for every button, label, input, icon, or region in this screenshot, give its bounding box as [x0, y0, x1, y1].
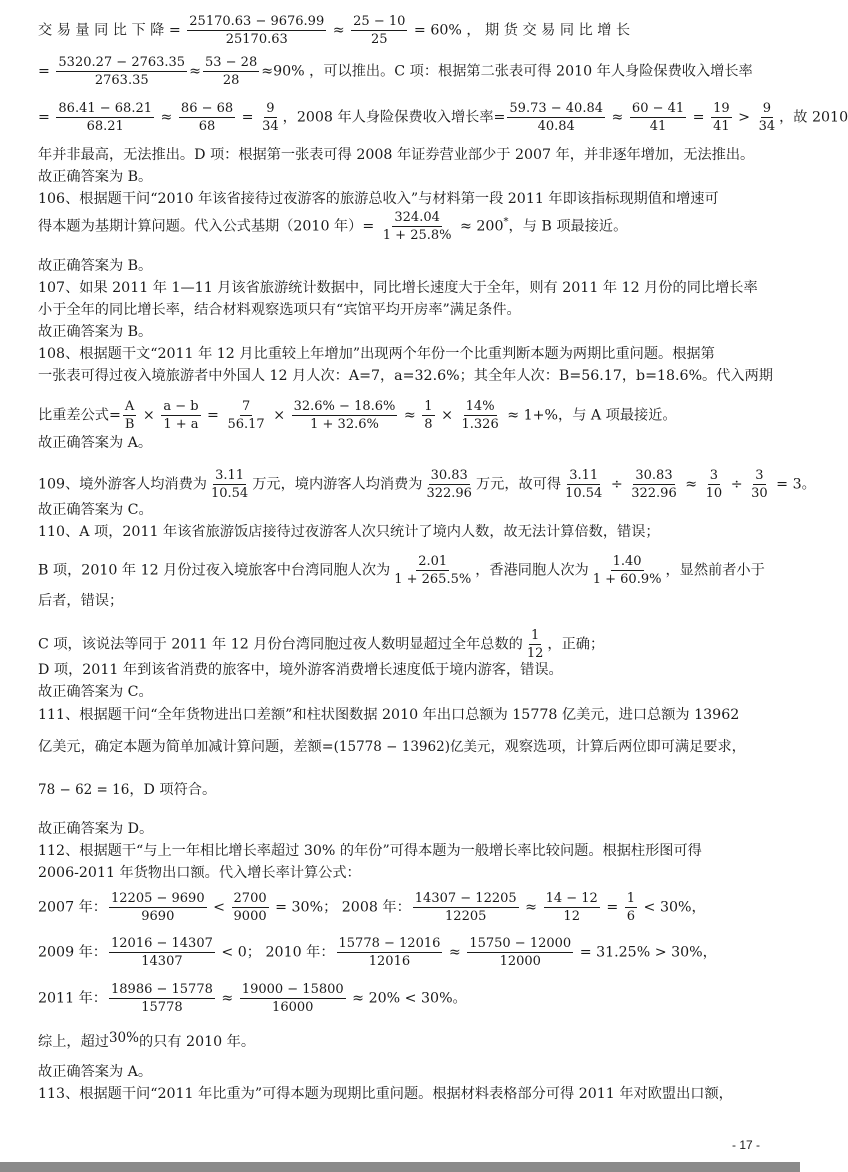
numerator: 12016 − 14307 [111, 936, 213, 951]
denominator: 2763.35 [94, 73, 149, 88]
fraction [232, 891, 269, 924]
fraction [629, 468, 679, 501]
numerator: 19000 − 15800 [241, 982, 344, 997]
text-line: 107、如果 2011 年 1—11 月该省旅游统计数据中，同比增长速度大于全年，则有 2011 年 12 月份的同比增长率 [38, 280, 758, 296]
text: 万元，故可得 [475, 476, 562, 493]
text-line [38, 554, 772, 587]
fraction [563, 468, 604, 501]
numerator: 19 [713, 101, 730, 116]
denominator: 15778 [141, 1000, 183, 1015]
numerator: 1 [424, 399, 433, 414]
text-line: 故正确答案为 B。 [38, 324, 153, 340]
denominator: 34 [262, 119, 279, 134]
numerator: 15750 − 12000 [469, 936, 572, 951]
numerator: 9 [762, 101, 771, 116]
denominator: 56.17 [227, 417, 265, 432]
text: ≈ [328, 22, 350, 39]
numerator: 14307 − 12205 [414, 891, 517, 906]
fraction [630, 101, 686, 134]
text: ，正确； [547, 636, 605, 653]
numerator: 60 − 41 [631, 101, 685, 116]
denominator: 25170.63 [225, 32, 288, 47]
denominator: 40.84 [537, 119, 575, 134]
text-line [38, 468, 816, 501]
fraction [711, 101, 732, 134]
denominator: 1 + 25.8% [382, 228, 452, 243]
text: ，观察选项，计算后两位即可满足要求， [490, 739, 746, 755]
text: ≈ [399, 407, 421, 424]
denominator: 10.54 [565, 486, 603, 501]
text: = [38, 109, 55, 126]
text: ，显然前者小于 [665, 562, 765, 579]
text-line: 111、根据题干问“全年货物进出口差额”和柱状图数据 2010 年出口总额为 15778 亿美元，进口总额为 13962 [38, 707, 740, 723]
text: = [38, 63, 55, 80]
fraction [161, 399, 200, 432]
text: ÷ [726, 476, 748, 493]
fraction [187, 14, 326, 47]
numerator: 14% [465, 399, 495, 414]
fraction [225, 399, 266, 432]
denominator: 28 [222, 73, 240, 88]
text: 2007 年： [38, 899, 107, 916]
denominator: 322.96 [426, 486, 472, 501]
page-bottom-border [0, 1162, 800, 1172]
fraction [591, 554, 664, 587]
text: = [601, 899, 623, 916]
text-line: 108、根据题干文“2011 年 12 月比重较上年增加”出现两个年份一个比重判断本题为两期比重问题。根据第 [38, 346, 715, 362]
text: 综上，超过 [38, 1034, 109, 1050]
text-line [38, 55, 772, 88]
numerator: 18986 − 15778 [111, 982, 213, 997]
text: ≈ [189, 63, 201, 80]
numerator: 86.41 − 68.21 [58, 101, 152, 116]
formula: (15778 − 13962)亿美元 [333, 739, 491, 755]
fraction [392, 554, 473, 587]
text-line: 一张表可得过夜入境旅游者中外国人 12 月人次：A=7，a=32.6%；其全年人次：B=56.17，b=18.6%。代入两期 [38, 368, 773, 384]
numerator: 86 − 68 [180, 101, 234, 116]
fraction [757, 101, 778, 134]
denominator: 322.96 [631, 486, 677, 501]
text-line: 故正确答案为 A。 [38, 1064, 153, 1080]
text: ≈ 20% < 30%。 [347, 990, 467, 1007]
fraction [525, 628, 546, 661]
denominator: 16000 [272, 1000, 314, 1015]
denominator: 1 + a [163, 417, 199, 432]
text: = [202, 407, 224, 424]
text: ，故 2010 [779, 109, 848, 126]
numerator: 3.11 [569, 468, 599, 483]
text: < 30%， [639, 899, 706, 916]
text-line [38, 628, 772, 661]
denominator: 12205 [445, 909, 487, 924]
numerator: 59.73 − 40.84 [509, 101, 603, 116]
numerator: 3 [709, 468, 719, 483]
text: ，D 项符合。 [129, 782, 217, 798]
numerator: 3 [755, 468, 764, 483]
text-line [38, 736, 772, 758]
denominator: 6 [626, 909, 636, 924]
fraction [351, 14, 407, 47]
text-line: 故正确答案为 C。 [38, 502, 153, 518]
denominator: 68.21 [86, 119, 124, 134]
numerator: 324.04 [394, 210, 440, 225]
text: ≈ [444, 944, 466, 961]
numerator: 32.6% − 18.6% [293, 399, 396, 414]
text: B 项，2010 年 12 月份过夜入境旅客中台湾同胞人次为 [38, 562, 391, 579]
text-line: 故正确答案为 B。 [38, 169, 153, 185]
fraction [123, 399, 137, 432]
denominator: 9000 [233, 909, 267, 924]
numerator: 30.83 [635, 468, 673, 483]
fraction [424, 468, 474, 501]
denominator: 1.326 [461, 417, 499, 432]
fraction [109, 891, 207, 924]
numerator: 25170.63 − 9676.99 [189, 14, 325, 29]
denominator: 10.54 [210, 486, 249, 501]
text-line: 106、根据题干问“2010 年该省接待过夜游客的旅游总收入”与材料第一段 2011 年即该指标现期值和增速可 [38, 191, 719, 207]
denominator: 12000 [499, 954, 541, 969]
text: 得本题为基期计算问题。代入公式基期（2010 年）= [38, 218, 379, 235]
text-line [38, 982, 772, 1015]
text-line [38, 399, 772, 432]
text: ，香港同胞人次为 [475, 562, 589, 579]
denominator: 25 [371, 32, 388, 47]
fraction [625, 891, 637, 924]
text-line [38, 1027, 772, 1053]
denominator: 12 [563, 909, 580, 924]
fraction [507, 101, 605, 134]
text: 万元，境内游客人均消费为 [252, 476, 423, 493]
text: < [208, 899, 230, 916]
text: = [237, 109, 259, 126]
text: = 3。 [771, 476, 816, 493]
text: 2011 年： [38, 990, 107, 1007]
denominator: 12 [526, 646, 544, 661]
fraction [203, 55, 259, 88]
numerator: 12205 − 9690 [111, 891, 205, 906]
numerator: 3.11 [215, 468, 245, 483]
fraction [240, 982, 346, 1015]
numerator: 2.01 [418, 554, 448, 569]
text-line: 112、根据题干“与上一年相比增长率超过 30% 的年份”可得本题为一般增长率比较问题。根据柱形图可得 [38, 843, 702, 859]
fraction [381, 210, 454, 243]
denominator: 41 [713, 119, 730, 134]
numerator: 30.83 [430, 468, 468, 483]
fraction [179, 101, 235, 134]
fraction [460, 399, 501, 432]
text: ，与 A 项最接近。 [558, 407, 677, 424]
text: ≈ [607, 109, 628, 126]
fraction [749, 468, 770, 501]
text: 比重差公式= [38, 407, 121, 424]
fraction [56, 55, 187, 88]
denominator: 1 + 32.6% [310, 417, 379, 432]
denominator: 30 [751, 486, 768, 501]
text: 2008 年： [341, 899, 411, 916]
asterisk: * [503, 216, 509, 228]
numerator: 1.40 [612, 554, 642, 569]
fraction [422, 399, 434, 432]
denominator: B [124, 417, 135, 432]
text: > [733, 109, 755, 126]
text-line [38, 936, 772, 969]
text: C 项，该说法等同于 2011 年 12 月份台湾同胞过夜人数明显超过全年总数的 [38, 636, 523, 653]
numerator: A [124, 399, 135, 414]
text-line: 小于全年的同比增长率，结合材料观察选项只有“宾馆平均开房率”满足条件。 [38, 302, 521, 318]
numerator: a − b [163, 399, 199, 414]
denominator: 10 [705, 486, 723, 501]
fraction [209, 468, 250, 501]
text: ≈ 1+% [502, 407, 559, 424]
numerator: 53 − 28 [204, 55, 258, 70]
text-line: 113、根据题干问“2011 年比重为”可得本题为现期比重问题。根据材料表格部分可得 2011 年对欧盟出口额， [38, 1086, 733, 1102]
text: ，与 B 项最接近。 [508, 218, 628, 235]
text-line [38, 14, 772, 47]
denominator: 1 + 60.9% [592, 572, 662, 587]
numerator: 1 [626, 891, 636, 906]
numerator: 1 [530, 628, 540, 643]
text: ÷ [606, 476, 628, 493]
text-line: 故正确答案为 A。 [38, 435, 153, 451]
text-line: 故正确答案为 C。 [38, 684, 153, 700]
denominator: 34 [758, 119, 776, 134]
numerator: 14 − 12 [545, 891, 598, 906]
fraction [704, 468, 725, 501]
fraction [413, 891, 519, 924]
text-line: 故正确答案为 D。 [38, 821, 154, 837]
text: < 0； [216, 944, 261, 961]
text: ≈ [156, 109, 177, 126]
text: = 30%； [270, 899, 338, 916]
text: ，2008 年人身险保费收入增长率= [282, 109, 506, 126]
fraction [56, 101, 154, 134]
fraction [260, 101, 281, 134]
text-line [38, 101, 848, 134]
text: = 31.25% > 30%， [575, 944, 717, 961]
text-line [38, 779, 772, 801]
formula: 30% [108, 1030, 139, 1046]
fraction [467, 936, 573, 969]
denominator: 8 [424, 417, 433, 432]
text-line: 110、A 项，2011 年该省旅游饭店接待过夜游客人次只统计了境内人数，故无法计算倍数，错误； [38, 524, 660, 540]
text: 2010 年： [265, 944, 335, 961]
numerator: 9 [266, 101, 275, 116]
fraction [337, 936, 443, 969]
text-line: 故正确答案为 B。 [38, 258, 153, 274]
denominator: 12016 [368, 954, 411, 969]
denominator: 1 + 265.5% [394, 572, 472, 587]
fraction [292, 399, 398, 432]
text: 109、境外游客人均消费为 [38, 476, 207, 493]
formula: 78 − 62 = 16 [38, 782, 130, 798]
text: ≈ [520, 899, 542, 916]
text: × [436, 407, 458, 424]
fraction [544, 891, 600, 924]
text: ≈ [216, 990, 238, 1007]
text: 的只有 2010 年。 [138, 1034, 256, 1050]
denominator: 68 [198, 119, 216, 134]
fraction [109, 936, 215, 969]
denominator: 41 [649, 119, 667, 134]
text-line: D 项，2011 年到该省消费的旅客中，境外游客消费增长速度低于境内游客，错误。 [38, 662, 563, 678]
text-line: 后者，错误； [38, 593, 124, 609]
text: ≈ [680, 476, 702, 493]
numerator: 15778 − 12016 [338, 936, 441, 951]
numerator: 7 [241, 399, 251, 414]
text: 亿美元，确定本题为简单加减计算问题，差额= [38, 739, 334, 755]
text-line [38, 210, 772, 243]
text-line: 2006-2011 年货物出口额。代入增长率计算公式： [38, 865, 361, 881]
denominator: 14307 [141, 954, 183, 969]
numerator: 25 − 10 [353, 14, 406, 29]
text: 交 易 量 同 比 下 降 = [38, 22, 186, 39]
text: × [138, 407, 160, 424]
text: 2009 年： [38, 944, 107, 961]
text-line [38, 891, 772, 924]
text-line: 年并非最高，无法推出。D 项：根据第一张表可得 2008 年证券营业部少于 2007 年，并非逐年增加，无法推出。 [38, 147, 755, 163]
numerator: 5320.27 − 2763.35 [58, 55, 186, 70]
text: = 60% ， 期 货 交 易 同 比 增 长 [409, 22, 631, 39]
numerator: 2700 [233, 891, 267, 906]
text: ≈90% ，可以推出。C 项：根据第二张表可得 2010 年人身险保费收入增长率 [261, 63, 753, 80]
page-number: - 17 - [731, 1138, 760, 1152]
text: ≈ 200 [455, 218, 504, 235]
text: = [688, 109, 710, 126]
fraction [109, 982, 215, 1015]
text: × [268, 407, 290, 424]
denominator: 9690 [141, 909, 175, 924]
